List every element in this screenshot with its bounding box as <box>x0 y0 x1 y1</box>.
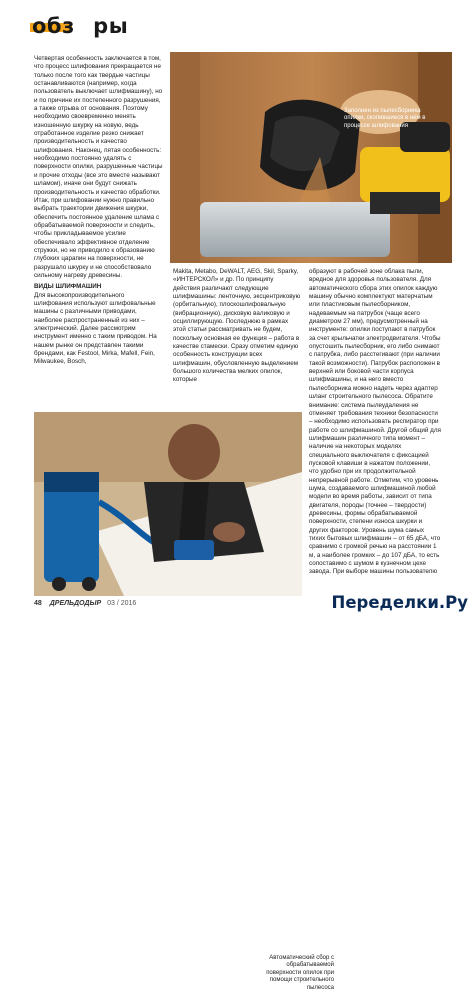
photo-caption: Заполнен из пылесборника опилки, скопившиеся в нем в процессе шлифования <box>344 108 426 129</box>
page-footer <box>34 600 136 607</box>
magazine-name: ДРЕЛЬДОДЫР <box>49 600 102 607</box>
section-heading: ВИДЫ ШЛИФМАШИН <box>34 283 102 291</box>
paragraph: Итак, при шлифовании нужно правильно выбрать траектории движения шкурки, обеспечить постоянное удаление шлама с обрабатываемой поверхности и следить, чтобы прикладываемое усилие обеспечивало эффективное отделение стружки, но не приводило к образованию глубоких царапин на поверхности, не разрушало шкурку и не способствовало сильному нагреву древесины. <box>34 196 160 279</box>
photo-dust-bag-emptying <box>170 52 452 263</box>
text-column-1 <box>34 55 164 367</box>
text-column-2 <box>173 268 301 385</box>
issue-number: 03 / 2016 <box>107 600 137 607</box>
page-number: 48 <box>34 600 42 607</box>
paragraph: Четвертая особенность заключается в том, что процесс шлифования прекращается не только после того как твердые частицы останавливаются (например, когда пользователь выключает шлифмашину), но и по причине их постепенного разрушения, а также отрыва от основания. Поэтому необходимо своевременно менять изношенную шкурку на новую, ведь отработанное изделие резко снижает производительность и качество шлифования. Наконец, пятая особенность: необходимо постоянно удалять с поверхности опилки, разрушенные частицы и прочие отходы (все это вместе называют шламом), иначе они будут снижать производительность и качество обработки. <box>34 55 163 196</box>
photo-illustration <box>170 52 452 263</box>
paragraph: Для высокопроизводительного шлифования используют шлифовальные машины с различными приводами, наиболее распространенный из них – электрический. Далее рассмотрим инструмент именно с таким приводом. На нашем рынке он представлен такими брендами, как Festool, Mirka, Mafell, Fein, Milwaukee, Bosch, <box>34 291 157 366</box>
section-header <box>0 14 150 38</box>
site-watermark: Переделки.Ру <box>331 593 468 612</box>
photo-illustration <box>34 412 302 596</box>
section-title: обзОры <box>32 14 129 38</box>
text-column-3 <box>309 268 441 577</box>
paragraph: образуют в рабочей зоне облака пыли, вредное для здоровья пользователя. Для автоматического сбора этих опилок каждую машину обычно комплектуют матерчатым или пластиковым пылесборником, надеваемым на патрубок (чаще всего диаметром 27 мм), предусмотренный на инструменте: опилки поступают в патрубок за счет крыльчатки электродвигателя. Чтобы опустошить пылесборник, его либо снимают с патрубка, либо расстегивают (при наличии такой возможности). Патрубок расположен в верхней или боковой части корпуса шлифмашины, и на него вместо пылесборника можно надеть через адаптер шланг строительного пылесоса. Обратите внимание: система пылеудаления не отменяет требования техники безопасности – необходимо использовать респиратор при работе со шлифмашиной. Другой общий для шлифмашин различного типа момент – наличие на некоторых моделях специального выключателя с фиксацией пусковой клавиши в нажатом положении, что удобно при их продолжительной непрерывной работе. Отметим, что уровень шума, создаваемого шлифмашиной любой модели во время работы, зависит от типа двигателя, породы (точнее – твердости) древесины, формы обрабатываемой поверхности, степени износа шкурки и других факторов. Уровень шума самых тихих бытовых шлифмашин – от 65 дБА, что сравнимо с громкой речью на расстоянии 1 м, а наиболее громких – до 107 дБА, то есть сопоставимо с шумом в кузнечном цехе завода. При выборе машины пользователю <box>309 268 441 576</box>
photo-caption: Автоматический сбор с обрабатываемой поверхности опилок при помощи строительного пылесоса <box>266 955 334 991</box>
paragraph: Makita, Metabo, DeWALT, AEG, Skil, Sparky, «ИНТЕРСКОЛ» и др. По принципу действия различают следующие шлифмашины: ленточную, эксцентриковую (орбитальную), плоскошлифовальную (вибрационную), дисковую валиковую и осциллирующую. Последнюю в рамках этой статьи рассматривать не будем, поскольку основная ее функция – работа в качестве стамески. Сразу отметим единую особенность конструкции всех шлифмашин, обусловленную выделением большого количества мелких опилок, которые <box>173 268 301 384</box>
